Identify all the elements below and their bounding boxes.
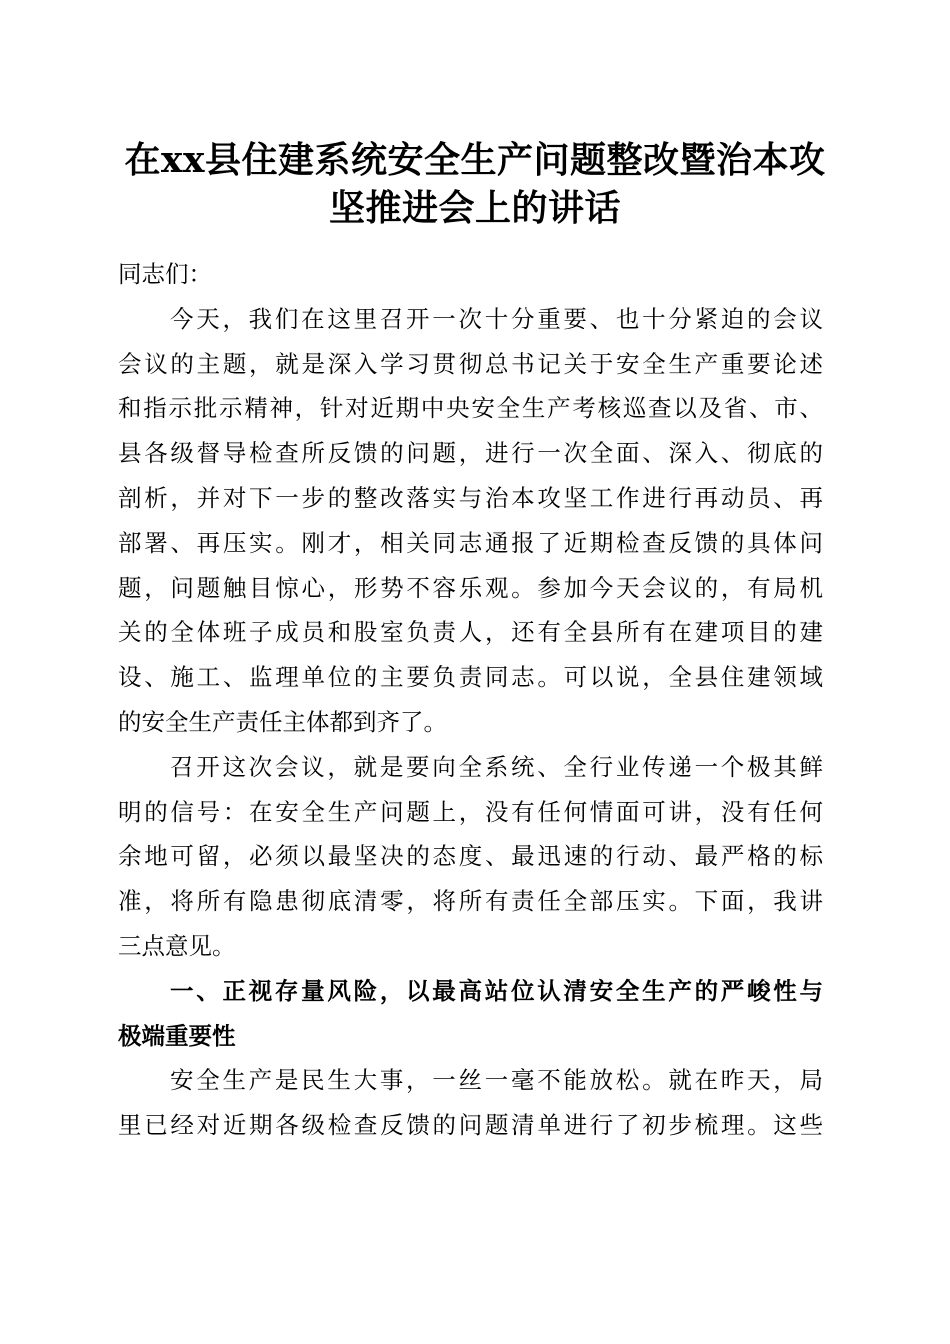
title-line-2: 坚推进会上的讲话 [328, 187, 621, 229]
paragraph-2-line-4: 准，将所有隐患彻底清零，将所有责任全部压实。下面，我讲 [118, 887, 823, 916]
section-heading-1-line-2: 极端重要性 [118, 1021, 236, 1050]
paragraph-1-line-3: 和指示批示精神，针对近期中央安全生产考核巡查以及省、市、 [118, 394, 823, 423]
paragraph-1-line-10: 的安全生产责任主体都到齐了。 [118, 707, 447, 736]
salutation [118, 252, 823, 297]
paragraph-1-line-8: 关的全体班子成员和股室负责人，还有全县所有在建项目的建 [118, 618, 823, 647]
salutation-text: 同志们： [118, 260, 212, 288]
paragraph-3 [118, 1058, 823, 1148]
paragraph-2-line-2: 明的信号：在安全生产问题上，没有任何情面可讲，没有任何 [118, 797, 823, 826]
paragraph-3-line-1: 安全生产是民生大事，一丝一毫不能放松。就在昨天，局 [170, 1066, 823, 1095]
paragraph-1-line-5: 剖析，并对下一步的整改落实与治本攻坚工作进行再动员、再 [118, 483, 823, 512]
paragraph-1-line-6: 部署、再压实。刚才，相关同志通报了近期检查反馈的具体问 [118, 528, 823, 557]
title-line-1: 在xx县住建系统安全生产问题整改暨治本攻 [124, 139, 826, 181]
paragraph-2-line-1: 召开这次会议，就是要向全系统、全行业传递一个极其鲜 [170, 752, 823, 781]
paragraph-1-line-1: 今天，我们在这里召开一次十分重要、也十分紧迫的会议 [170, 304, 823, 333]
paragraph-1 [118, 297, 823, 745]
paragraph-1-line-4: 县各级督导检查所反馈的问题，进行一次全面、深入、彻底的 [118, 439, 823, 468]
section-heading-1 [118, 969, 823, 1059]
document-body [118, 252, 823, 1148]
paragraph-2 [118, 745, 823, 969]
section-heading-1-line-1: 一、正视存量风险，以最高站位认清安全生产的严峻性与 [170, 976, 823, 1005]
paragraph-1-line-9: 设、施工、监理单位的主要负责同志。可以说，全县住建领域 [118, 663, 823, 692]
paragraph-3-line-2: 里已经对近期各级检查反馈的问题清单进行了初步梳理。这些 [118, 1111, 823, 1140]
paragraph-1-line-2: 会议的主题，就是深入学习贯彻总书记关于安全生产重要论述 [118, 349, 823, 378]
document-title [110, 136, 840, 232]
paragraph-1-line-7: 题，问题触目惊心，形势不容乐观。参加今天会议的，有局机 [118, 573, 823, 602]
paragraph-2-line-3: 余地可留，必须以最坚决的态度、最迅速的行动、最严格的标 [118, 842, 823, 871]
paragraph-2-line-5: 三点意见。 [118, 931, 236, 960]
